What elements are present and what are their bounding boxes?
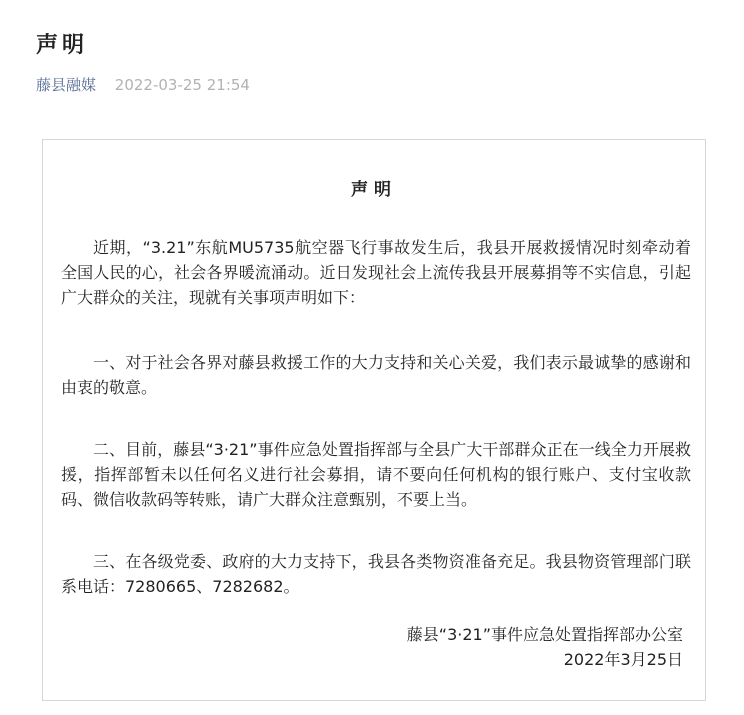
notice-signature [407, 622, 683, 672]
signature-organization: 藤县“3·21”事件应急处置指挥部办公室 [406, 625, 683, 644]
notice-paragraph-1: 一、对于社会各界对藤县救援工作的大力支持和关心关爱，我们表示最诚挚的感谢和由衷的敬意。 [61, 353, 691, 397]
publish-time: 2022-03-25 21:54 [114, 76, 250, 94]
notice-heading: 声明 [351, 180, 397, 200]
author-link[interactable]: 藤县融媒 [36, 76, 97, 94]
notice-image [42, 139, 706, 701]
notice-paragraph-3: 三、在各级党委、政府的大力支持下，我县各类物资准备充足。我县物资管理部门联系电话：7280665、7282682。 [61, 552, 691, 596]
article-meta [36, 74, 250, 96]
article-title: 声明 [36, 33, 89, 58]
notice-paragraph-intro: 近期，“3.21”东航MU5735航空器飞行事故发生后，我县开展救援情况时刻牵动着全国人民的心，社会各界暖流涌动。近日发现社会上流传我县开展募捐等不实信息，引起广大群众的关注，现就有关事项声明如下： [61, 238, 691, 307]
notice-paragraph-2: 二、目前，藤县“3·21”事件应急处置指挥部与全县广大干部群众正在一线全力开展救援，指挥部暂未以任何名义进行社会募捐，请不要向任何机构的银行账户、支付宝收款码、微信收款码等转账，请广大群众注意甄别，不要上当。 [61, 440, 691, 509]
signature-date: 2022年3月25日 [563, 650, 683, 669]
